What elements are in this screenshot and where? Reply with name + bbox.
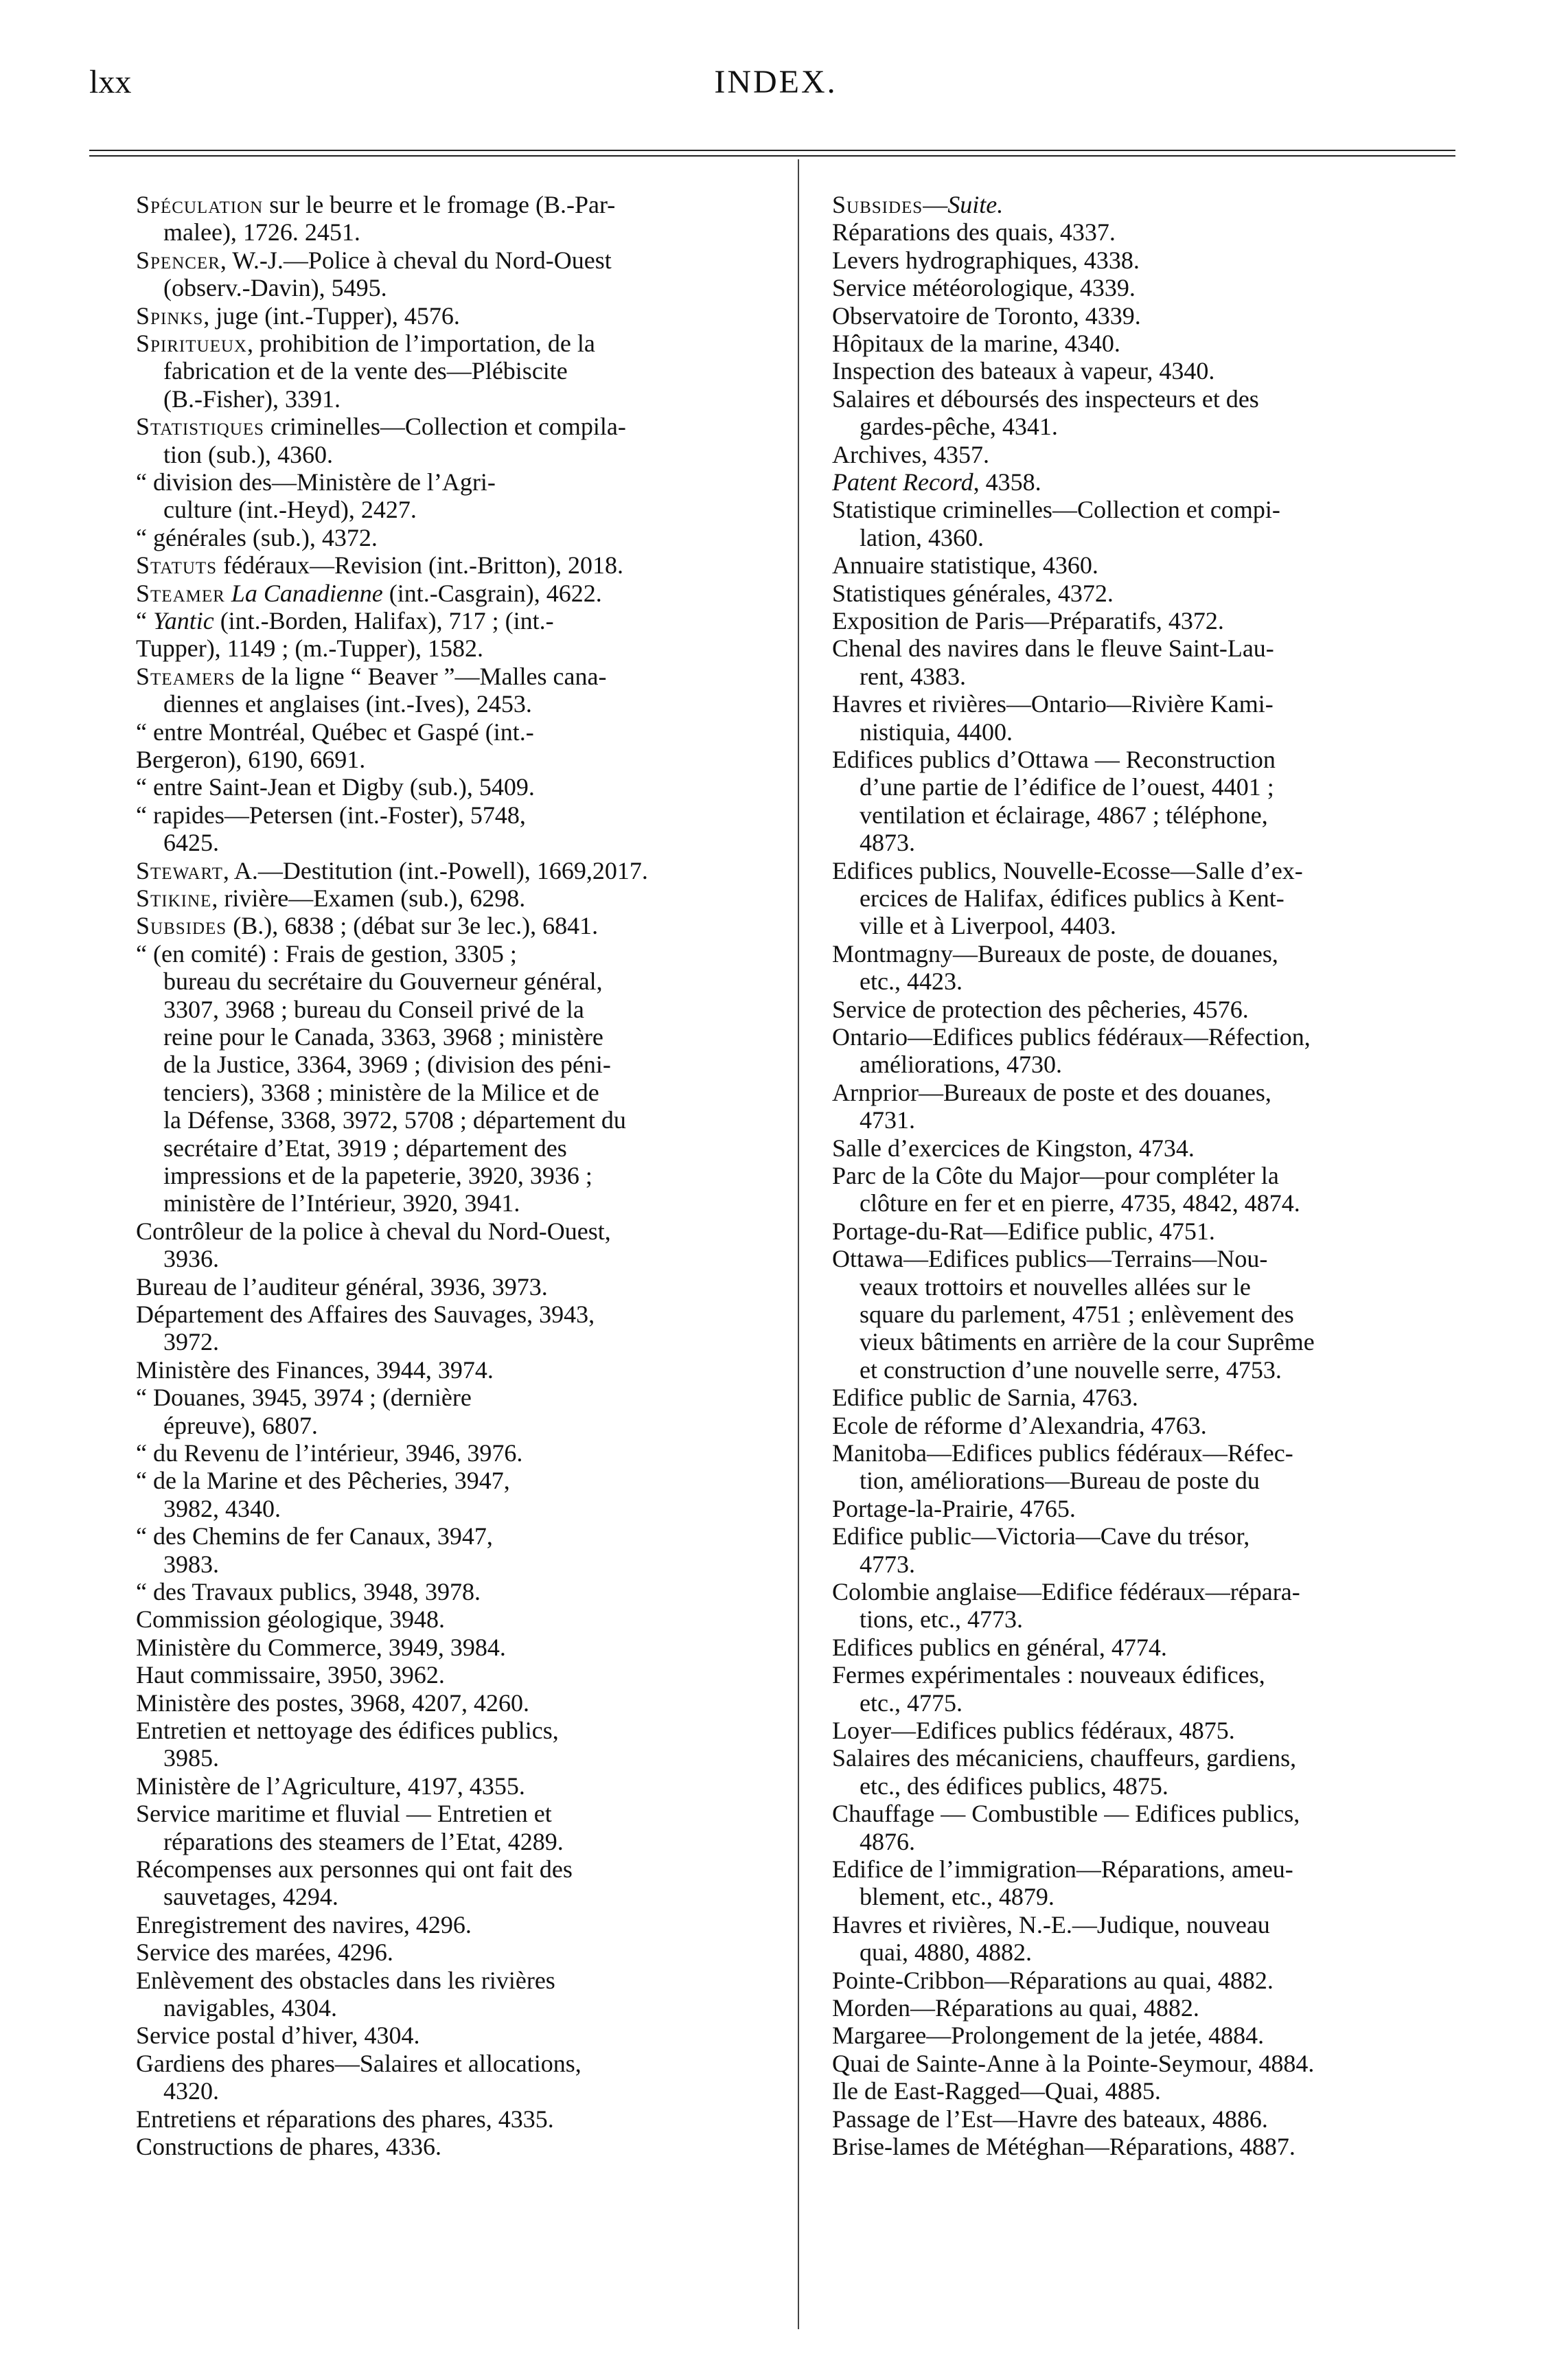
index-line: 4773. — [860, 1551, 915, 1578]
index-line: tion (sub.), 4360. — [163, 441, 333, 468]
index-line: Ile de East-Ragged—Quai, 4885. — [832, 2077, 1161, 2105]
index-line: et construction d’une nouvelle serre, 4753. — [860, 1356, 1282, 1384]
index-line: épreuve), 6807. — [163, 1412, 318, 1439]
index-line: ercices de Halifax, édifices publics à Kent- — [860, 884, 1284, 912]
index-line: Statistiques générales, 4372. — [832, 580, 1114, 607]
index-line: Ministère du Commerce, 3949, 3984. — [136, 1634, 506, 1661]
index-line: Montmagny—Bureaux de poste, de douanes, — [832, 940, 1278, 968]
index-line: “ Yantic (int.-Borden, Halifax), 717 ; (int.- — [136, 607, 554, 634]
index-line: etc., des édifices publics, 4875. — [860, 1772, 1168, 1800]
index-line: Spiritueux, prohibition de l’importation, de la — [136, 330, 595, 357]
index-line: Ontario—Edifices publics fédéraux—Réfection, — [832, 1023, 1311, 1051]
index-line: tenciers), 3368 ; ministère de la Milice et de — [163, 1079, 599, 1106]
index-line: secrétaire d’Etat, 3919 ; département des — [163, 1134, 567, 1162]
index-line: Salaires des mécaniciens, chauffeurs, gardiens, — [832, 1744, 1297, 1772]
index-line: Salaires et déboursés des inspecteurs et des — [832, 385, 1259, 413]
index-line: navigables, 4304. — [163, 1994, 337, 2022]
index-line: vieux bâtiments en arrière de la cour Suprême — [860, 1328, 1315, 1355]
page-number: lxx — [89, 64, 132, 100]
index-line: Subsides (B.), 6838 ; (débat sur 3e lec.), 6841. — [136, 912, 599, 939]
index-line: gardes-pêche, 4341. — [860, 413, 1058, 440]
index-line: Spinks, juge (int.-Tupper), 4576. — [136, 302, 460, 330]
index-line: quai, 4880, 4882. — [860, 1938, 1032, 1966]
index-line: Département des Affaires des Sauvages, 3943, — [136, 1301, 595, 1328]
index-line: Spéculation sur le beurre et le fromage (B.-Par- — [136, 191, 616, 218]
index-line: Loyer—Edifices publics fédéraux, 4875. — [832, 1717, 1235, 1744]
index-line: Subsides—Suite. — [832, 191, 1004, 218]
index-line: diennes et anglaises (int.-Ives), 2453. — [163, 690, 532, 718]
index-line: Enlèvement des obstacles dans les rivières — [136, 1967, 555, 1994]
index-line: 6425. — [163, 829, 219, 856]
index-line: Salle d’exercices de Kingston, 4734. — [832, 1134, 1195, 1162]
index-line: Entretien et nettoyage des édifices publics, — [136, 1717, 559, 1744]
header-rule-top — [89, 150, 1455, 151]
index-line: Ministère des postes, 3968, 4207, 4260. — [136, 1689, 529, 1717]
index-line: Edifices publics, Nouvelle-Ecosse—Salle d’ex- — [832, 857, 1303, 884]
index-line: Bureau de l’auditeur général, 3936, 3973. — [136, 1273, 548, 1301]
index-line: bureau du secrétaire du Gouverneur général, — [163, 968, 603, 995]
index-line: square du parlement, 4751 ; enlèvement des — [860, 1301, 1294, 1328]
index-line: malee), 1726. 2451. — [163, 218, 360, 246]
index-line: Portage-du-Rat—Edifice public, 4751. — [832, 1217, 1215, 1245]
index-line: Exposition de Paris—Préparatifs, 4372. — [832, 607, 1224, 634]
index-line: 4320. — [163, 2077, 219, 2105]
index-line: blement, etc., 4879. — [860, 1883, 1055, 1910]
index-line: 3985. — [163, 1744, 219, 1772]
index-line: Havres et rivières, N.-E.—Judique, nouveau — [832, 1911, 1270, 1938]
index-line: ville et à Liverpool, 4403. — [860, 912, 1116, 939]
index-line: rent, 4383. — [860, 663, 966, 690]
index-line: Arnprior—Bureaux de poste et des douanes, — [832, 1079, 1271, 1106]
index-line: culture (int.-Heyd), 2427. — [163, 496, 417, 523]
index-line: “ des Travaux publics, 3948, 3978. — [136, 1578, 481, 1605]
index-line: Gardiens des phares—Salaires et allocations, — [136, 2050, 581, 2077]
index-line: (observ.-Davin), 5495. — [163, 274, 387, 301]
index-line: Steamers de la ligne “ Beaver ”—Malles cana- — [136, 663, 607, 690]
index-line: Observatoire de Toronto, 4339. — [832, 302, 1141, 330]
index-line: améliorations, 4730. — [860, 1051, 1062, 1078]
index-line: Fermes expérimentales : nouveaux édifices, — [832, 1661, 1265, 1689]
index-line: “ (en comité) : Frais de gestion, 3305 ; — [136, 940, 517, 968]
index-line: ventilation et éclairage, 4867 ; téléphone, — [860, 801, 1268, 829]
index-line: tion, améliorations—Bureau de poste du — [860, 1467, 1260, 1494]
index-line: Ecole de réforme d’Alexandria, 4763. — [832, 1412, 1207, 1439]
index-line: Patent Record, 4358. — [832, 468, 1041, 496]
index-line: sauvetages, 4294. — [163, 1883, 338, 1910]
page-title: INDEX. — [714, 64, 838, 100]
index-line: Colombie anglaise—Edifice fédéraux—répara- — [832, 1578, 1300, 1605]
index-line: (B.-Fisher), 3391. — [163, 385, 341, 413]
index-line: Portage-la-Prairie, 4765. — [832, 1495, 1076, 1522]
index-line: Entretiens et réparations des phares, 4335. — [136, 2105, 554, 2133]
index-line: 4876. — [860, 1828, 915, 1855]
index-line: Levers hydrographiques, 4338. — [832, 247, 1140, 274]
index-line: 3307, 3968 ; bureau du Conseil privé de la — [163, 996, 584, 1023]
index-line: clôture en fer et en pierre, 4735, 4842, 4874. — [860, 1189, 1300, 1217]
index-line: “ de la Marine et des Pêcheries, 3947, — [136, 1467, 510, 1494]
index-line: Edifice public—Victoria—Cave du trésor, — [832, 1522, 1250, 1550]
index-line: Constructions de phares, 4336. — [136, 2133, 441, 2160]
index-line: Stikine, rivière—Examen (sub.), 6298. — [136, 884, 526, 912]
index-line: Ottawa—Edifices publics—Terrains—Nou- — [832, 1245, 1268, 1272]
index-line: “ division des—Ministère de l’Agri- — [136, 468, 496, 496]
index-line: “ entre Saint-Jean et Digby (sub.), 5409. — [136, 773, 535, 801]
column-divider — [798, 159, 799, 2329]
page-header — [89, 63, 1462, 111]
index-line: Commission géologique, 3948. — [136, 1605, 445, 1633]
index-line: tions, etc., 4773. — [860, 1605, 1023, 1633]
index-line: d’une partie de l’édifice de l’ouest, 4401 ; — [860, 773, 1274, 801]
index-line: Passage de l’Est—Havre des bateaux, 4886. — [832, 2105, 1268, 2133]
index-line: “ des Chemins de fer Canaux, 3947, — [136, 1522, 493, 1550]
index-line: “ du Revenu de l’intérieur, 3946, 3976. — [136, 1439, 523, 1467]
index-line: Statuts fédéraux—Revision (int.-Britton), 2018. — [136, 551, 623, 579]
index-line: 3972. — [163, 1328, 219, 1355]
index-line: Service de protection des pêcheries, 4576. — [832, 996, 1249, 1023]
index-line: Inspection des bateaux à vapeur, 4340. — [832, 357, 1215, 385]
index-line: 3936. — [163, 1245, 219, 1272]
index-line: Service postal d’hiver, 4304. — [136, 2022, 420, 2049]
index-line: Edifices publics d’Ottawa — Reconstruction — [832, 746, 1276, 773]
index-line: Stewart, A.—Destitution (int.-Powell), 1669,2017. — [136, 857, 648, 884]
index-line: lation, 4360. — [860, 524, 984, 551]
index-line: Statistique criminelles—Collection et compi- — [832, 496, 1280, 523]
index-line: Manitoba—Edifices publics fédéraux—Réfec- — [832, 1439, 1293, 1467]
index-line: Steamer La Canadienne (int.-Casgrain), 4622. — [136, 580, 602, 607]
index-line: Contrôleur de la police à cheval du Nord-Ouest, — [136, 1217, 611, 1245]
index-line: fabrication et de la vente des—Plébiscite — [163, 357, 568, 385]
index-line: Brise-lames de Météghan—Réparations, 4887. — [832, 2133, 1295, 2160]
header-rule-bottom — [89, 155, 1455, 157]
index-line: Parc de la Côte du Major—pour compléter la — [832, 1162, 1279, 1189]
index-line: de la Justice, 3364, 3969 ; (division des péni- — [163, 1051, 611, 1078]
index-line: Havres et rivières—Ontario—Rivière Kami- — [832, 690, 1274, 718]
index-line: 3982, 4340. — [163, 1495, 281, 1522]
index-line: Quai de Sainte-Anne à la Pointe-Seymour, 4884. — [832, 2050, 1315, 2077]
index-line: réparations des steamers de l’Etat, 4289. — [163, 1828, 564, 1855]
index-line: Service météorologique, 4339. — [832, 274, 1136, 301]
index-line: Service maritime et fluvial — Entretien et — [136, 1800, 552, 1827]
index-line: Récompenses aux personnes qui ont fait des — [136, 1855, 573, 1883]
index-line: “ Douanes, 3945, 3974 ; (dernière — [136, 1384, 472, 1411]
index-line: “ entre Montréal, Québec et Gaspé (int.- — [136, 718, 534, 746]
index-line: la Défense, 3368, 3972, 5708 ; département du — [163, 1106, 626, 1134]
index-line: Annuaire statistique, 4360. — [832, 551, 1098, 579]
index-line: Edifice de l’immigration—Réparations, ameu- — [832, 1855, 1293, 1883]
index-line: reine pour le Canada, 3363, 3968 ; ministère — [163, 1023, 603, 1051]
index-line: Archives, 4357. — [832, 441, 989, 468]
index-line: Hôpitaux de la marine, 4340. — [832, 330, 1120, 357]
index-line: 4873. — [860, 829, 915, 856]
index-line: Réparations des quais, 4337. — [832, 218, 1116, 246]
index-line: Chenal des navires dans le fleuve Saint-Lau- — [832, 634, 1274, 662]
index-line: Morden—Réparations au quai, 4882. — [832, 1994, 1199, 2022]
index-line: Margaree—Prolongement de la jetée, 4884. — [832, 2022, 1265, 2049]
index-line: Edifice public de Sarnia, 4763. — [832, 1384, 1138, 1411]
index-line: Enregistrement des navires, 4296. — [136, 1911, 472, 1938]
index-line: “ générales (sub.), 4372. — [136, 524, 378, 551]
index-line: Edifices publics en général, 4774. — [832, 1634, 1167, 1661]
index-line: veaux trottoirs et nouvelles allées sur le — [860, 1273, 1251, 1301]
index-line: 3983. — [163, 1551, 219, 1578]
index-line: Service des marées, 4296. — [136, 1938, 393, 1966]
index-line: Ministère des Finances, 3944, 3974. — [136, 1356, 494, 1384]
index-line: 4731. — [860, 1106, 915, 1134]
index-line: etc., 4423. — [860, 968, 963, 995]
index-line: Tupper), 1149 ; (m.-Tupper), 1582. — [136, 634, 484, 662]
index-line: Spencer, W.-J.—Police à cheval du Nord-Ouest — [136, 247, 612, 274]
index-line: “ rapides—Petersen (int.-Foster), 5748, — [136, 801, 526, 829]
index-line: etc., 4775. — [860, 1689, 963, 1717]
index-line: Chauffage — Combustible — Edifices publics, — [832, 1800, 1300, 1827]
index-line: nistiquia, 4400. — [860, 718, 1013, 746]
index-line: Pointe-Cribbon—Réparations au quai, 4882. — [832, 1967, 1274, 1994]
index-line: Haut commissaire, 3950, 3962. — [136, 1661, 445, 1689]
index-line: ministère de l’Intérieur, 3920, 3941. — [163, 1189, 520, 1217]
index-line: Statistiques criminelles—Collection et compila- — [136, 413, 626, 440]
index-line: Ministère de l’Agriculture, 4197, 4355. — [136, 1772, 525, 1800]
index-line: impressions et de la papeterie, 3920, 3936 ; — [163, 1162, 592, 1189]
index-line: Bergeron), 6190, 6691. — [136, 746, 366, 773]
